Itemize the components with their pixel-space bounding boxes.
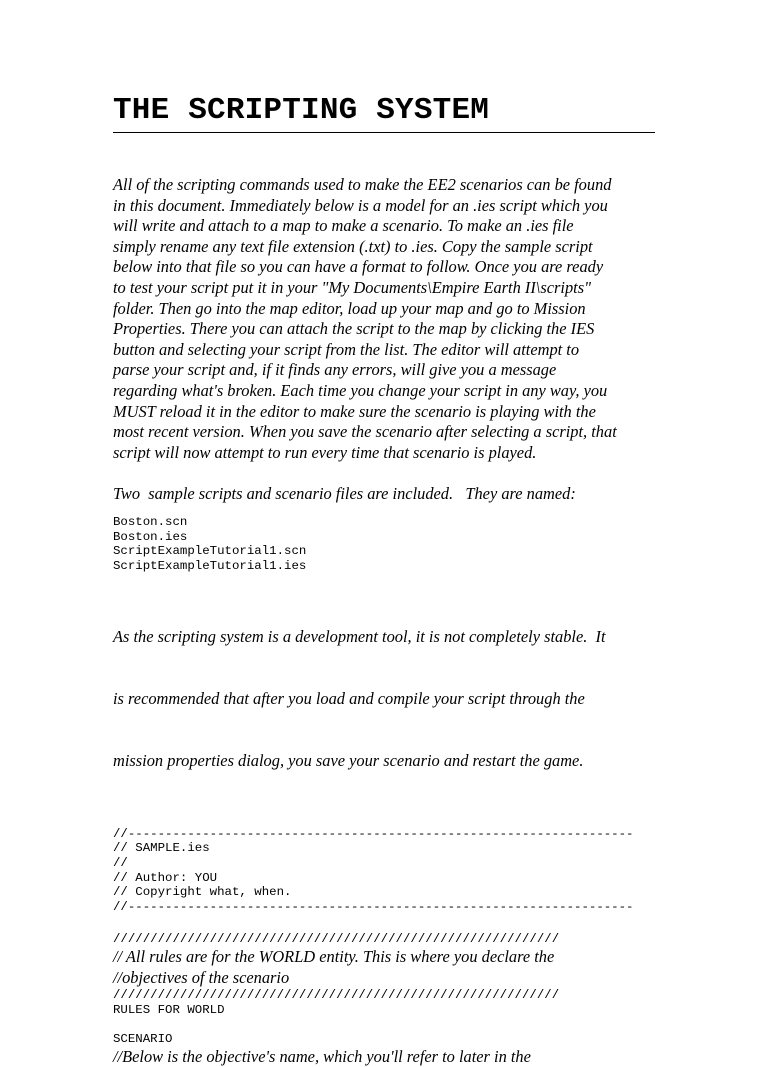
intro-line: MUST reload it in the editor to make sure the scenario is playing with the: [113, 401, 596, 421]
code-line: //--------------------------------------------------------------------: [113, 826, 634, 841]
code-line: // Copyright what, when.: [113, 885, 292, 900]
stability-paragraph: [113, 586, 655, 813]
objective-comment: //Below is the objective's name, which you'll refer to later in the: [113, 1046, 531, 1066]
file-item: ScriptExampleTutorial1.scn: [113, 544, 307, 559]
code-line: //--------------------------------------------------------------------: [113, 899, 634, 914]
intro-line: in this document. Immediately below is a model for an .ies script which you: [113, 195, 608, 215]
file-list: [113, 515, 655, 573]
code-line: //: [113, 856, 128, 870]
intro-line: most recent version. When you save the scenario after selecting a script, that: [113, 422, 617, 442]
document-title: THE SCRIPTING SYSTEM: [113, 92, 655, 133]
code-header-block: [113, 827, 655, 915]
intro-line: All of the scripting commands used to make the EE2 scenarios can be found: [113, 175, 612, 194]
code-line: // SAMPLE.ies: [113, 841, 210, 856]
scenario-block: [113, 1032, 655, 1067]
slash-separator: ////////////////////////////////////////////////////////////: [113, 988, 560, 1003]
intro-paragraph: [113, 175, 655, 463]
intro-line: will write and attach to a map to make a scenario. To make an .ies file: [113, 216, 574, 236]
document-page: [113, 92, 655, 1067]
stability-line: mission properties dialog, you save your scenario and restart the game.: [113, 751, 584, 771]
code-line: // Author: YOU: [113, 870, 218, 885]
world-comment-line: //objectives of the scenario: [113, 967, 290, 987]
intro-line: button and selecting your script from the list. The editor will attempt to: [113, 339, 580, 359]
samples-paragraph: Two sample scripts and scenario files are included. They are named:: [113, 484, 576, 504]
intro-line: simply rename any text file extension (.txt) to .ies. Copy the sample script: [113, 236, 593, 256]
stability-line: is recommended that after you load and compile your script through the: [113, 689, 585, 709]
file-item: ScriptExampleTutorial1.ies: [113, 558, 307, 573]
intro-line: regarding what's broken. Each time you change your script in any way, you: [113, 380, 608, 400]
slash-separator: ////////////////////////////////////////////////////////////: [113, 932, 560, 947]
intro-line: parse your script and, if it finds any errors, will give you a message: [113, 360, 557, 380]
rules-block: [113, 932, 655, 1017]
file-item: Boston.ies: [113, 529, 188, 544]
intro-line: folder. Then go into the map editor, load up your map and go to Mission: [113, 298, 586, 318]
intro-line: to test your script put it in your "My Documents\Empire Earth II\scripts": [113, 277, 591, 297]
file-item: Boston.scn: [113, 514, 188, 529]
intro-line: below into that file so you can have a format to follow. Once you are ready: [113, 257, 604, 277]
scenario-keyword: SCENARIO: [113, 1031, 173, 1046]
world-comment-line: // All rules are for the WORLD entity. This is where you declare the: [113, 946, 555, 966]
intro-line: script will now attempt to run every time that scenario is played.: [113, 442, 537, 462]
stability-line: As the scripting system is a development tool, it is not completely stable. It: [113, 627, 606, 647]
rules-for-world: RULES FOR WORLD: [113, 1002, 225, 1017]
intro-line: Properties. There you can attach the script to the map by clicking the IES: [113, 319, 595, 339]
